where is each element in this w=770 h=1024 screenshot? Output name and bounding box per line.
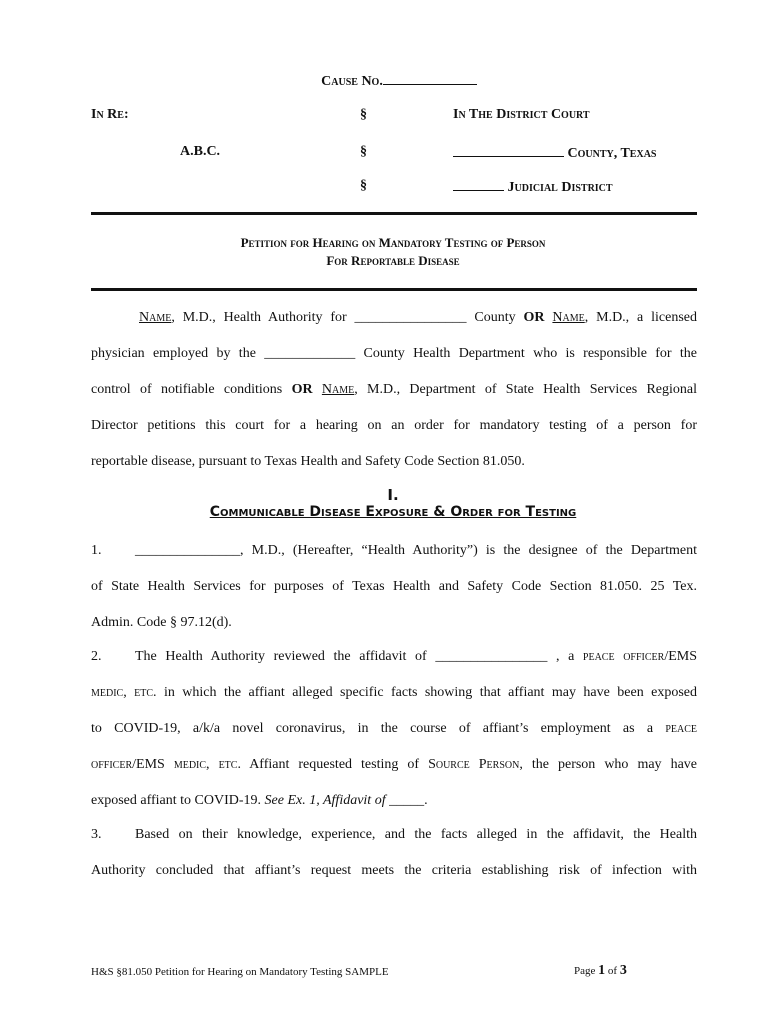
district-line (453, 178, 613, 196)
cause-number (0, 72, 770, 90)
p2-smallcaps: officer (91, 757, 133, 772)
paragraph-1 (91, 533, 697, 641)
intro-paragraph (91, 300, 697, 480)
district-blank (453, 178, 504, 191)
title-line-2: For Reportable Disease (326, 253, 460, 268)
p2-text: _____. (385, 793, 428, 808)
intro-line-3 (91, 372, 697, 408)
title-line-1: Petition for Hearing on Mandatory Testing of Person (240, 235, 546, 250)
section-symbol-3: § (360, 178, 367, 193)
or-label: OR (523, 310, 545, 325)
paragraph-number: 1. (91, 543, 102, 558)
p2-text: to COVID-19, a/k/a novel coronavirus, in the course of affiant’s employment as a (91, 721, 666, 736)
county-line (453, 144, 656, 162)
intro-line-4: Director petitions this court for a hearing on an order for mandatory testing of a person for (91, 418, 697, 433)
p2-italic: See Ex. 1, Affidavit of (264, 793, 386, 808)
p1-line-3: Admin. Code § 97.12(d). (91, 615, 232, 630)
p1-line-2: of State Health Services for purposes of Texas Health and Safety Code Section 81.050. 25 Tex. (91, 579, 697, 594)
page-total: 3 (619, 963, 627, 978)
section-symbol-1: § (360, 107, 367, 122)
p2-text: , the person who may have (519, 757, 697, 772)
name-placeholder: Name (321, 382, 355, 397)
p2-line-4 (91, 747, 697, 783)
court-name: In The District Court (453, 107, 590, 122)
section-number: I. (387, 486, 399, 504)
p2-smallcaps: medic, etc. (91, 685, 157, 700)
intro-text: , M.D., Department of State Health Services Regional (354, 382, 698, 397)
paragraph-number: 3. (91, 827, 102, 842)
name-placeholder: Name (139, 310, 172, 325)
party-name: A.B.C. (180, 144, 221, 159)
intro-line-5: reportable disease, pursuant to Texas Health and Safety Code Section 81.050. (91, 454, 525, 469)
or-label: OR (291, 382, 313, 397)
section-title: Communicable Disease Exposure & Order for Testing (209, 504, 577, 520)
p3-line-1: Based on their knowledge, experience, and the facts alleged in the affidavit, the Health (135, 827, 697, 842)
page-counter (574, 963, 627, 979)
p2-smallcaps: peace officer (582, 649, 665, 664)
p2-text: . Affiant requested testing of (237, 757, 429, 772)
p2-text: /EMS (132, 757, 174, 772)
p2-line-1 (91, 639, 697, 675)
p2-text: /EMS (664, 649, 698, 664)
bottom-divider (91, 288, 697, 291)
p2-line-5 (91, 783, 697, 819)
page-label: Page (574, 965, 596, 977)
p2-line-3 (91, 711, 697, 747)
p1-line-1: _______________, M.D., (Hereafter, “Health Authority”) is the designee of the Department (135, 543, 697, 558)
paragraph-3 (91, 817, 697, 889)
p2-smallcaps: medic, etc (173, 757, 238, 772)
intro-line-2: physician employed by the _____________ County Health Department who is responsible for the (91, 346, 697, 361)
intro-text: , M.D., a licensed (584, 310, 697, 325)
paragraph-2 (91, 639, 697, 819)
name-placeholder: Name (552, 310, 585, 325)
in-re-label: In Re: (91, 107, 129, 122)
page-number: 1 (598, 963, 606, 978)
top-divider (91, 212, 697, 215)
p2-text: exposed affiant to COVID-19. (91, 793, 265, 808)
intro-text: control of notifiable conditions (91, 382, 292, 397)
county-label: County, Texas (567, 146, 657, 161)
intro-text: , M.D., Health Authority for ________________ County (171, 310, 524, 325)
p2-text: in which the affiant alleged specific facts showing that affiant may have been exposed (156, 685, 698, 700)
paragraph-number: 2. (91, 649, 102, 664)
p2-line-2 (91, 675, 697, 711)
county-blank (453, 144, 564, 157)
intro-line-1 (91, 300, 697, 336)
district-label: Judicial District (507, 180, 613, 195)
p2-text: The Health Authority reviewed the affidavit of ________________ , a (135, 649, 583, 664)
section-symbol-2: § (360, 144, 367, 159)
p2-smallcaps: peace (665, 721, 697, 736)
petition-title (0, 234, 770, 270)
cause-no-label: Cause No. (321, 74, 383, 89)
footer-left: H&S §81.050 Petition for Hearing on Mandatory Testing SAMPLE (91, 966, 389, 978)
intro-space (313, 382, 322, 397)
p2-smallcaps: Source Person (428, 757, 520, 772)
p3-line-2: Authority concluded that affiant’s request meets the criteria establishing risk of infection with (91, 863, 697, 878)
page-of: of (607, 965, 618, 977)
cause-no-blank (383, 72, 477, 85)
